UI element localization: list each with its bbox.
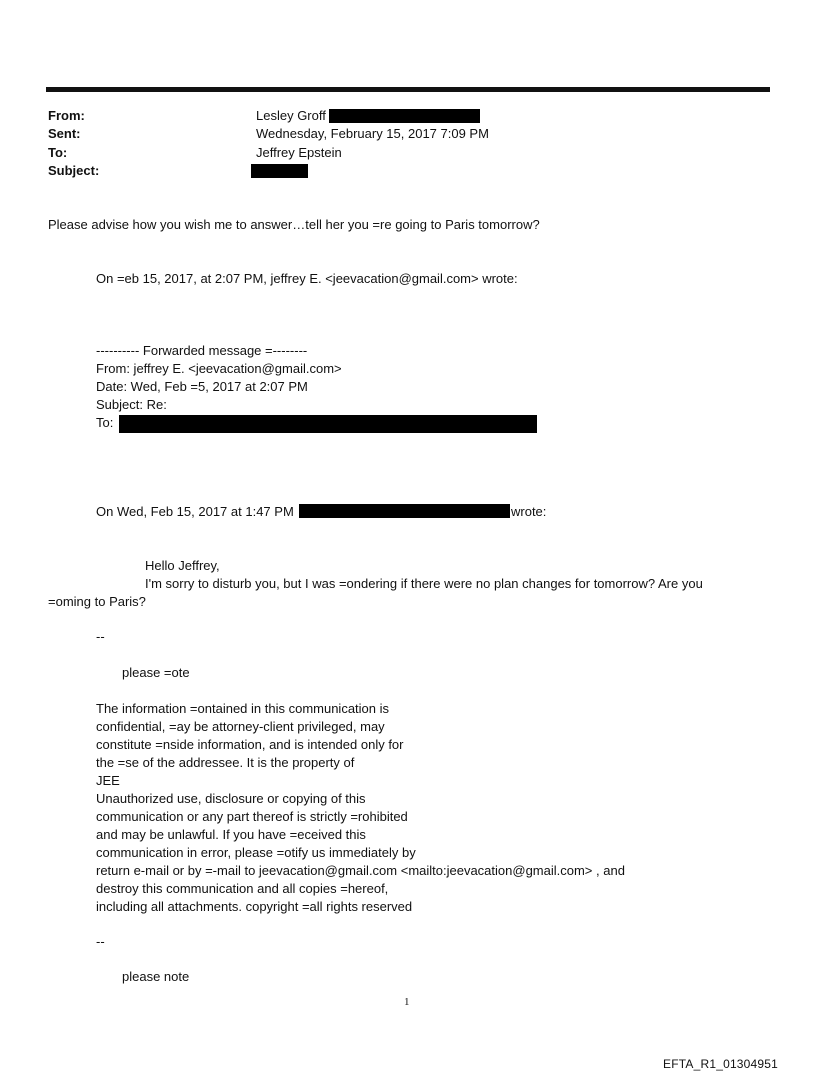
redaction-forwarded-to [119,415,537,433]
disclaimer-line: JEE [96,773,120,788]
quote2-attribution-prefix: On Wed, Feb 15, 2017 at 1:47 PM [96,504,294,519]
to-value: Jeffrey Epstein [256,145,342,160]
redaction-quote2-sender [299,504,510,518]
quote1-attribution: On =eb 15, 2017, at 2:07 PM, jeffrey E. <jeevacation@gmail.com> wrote: [96,271,518,286]
page-number: 1 [404,996,410,1008]
signature-note-2: please note [122,969,190,984]
subject-label: Subject: [48,163,100,178]
reply-text: Please advise how you wish me to answer…tell her you =re going to Paris tomorrow? [48,217,540,232]
sent-label: Sent: [48,126,81,141]
signature-note-1: please =ote [122,665,190,680]
forwarded-header: ---------- Forwarded message =-------- [96,343,308,358]
sent-value: Wednesday, February 15, 2017 7:09 PM [256,126,489,141]
disclaimer-line: Unauthorized use, disclosure or copying of this [96,791,366,806]
header-rule [46,87,770,92]
disclaimer-line: destroy this communication and all copies =hereof, [96,881,389,896]
document-id: EFTA_R1_01304951 [663,1057,779,1071]
disclaimer-line: return e-mail or by =-mail to jeevacation@gmail.com <mailto:jeevacation@gmail.com> , and [96,863,625,878]
forwarded-to: To: [96,415,114,430]
disclaimer-line: including all attachments. copyright =all rights reserved [96,899,413,914]
disclaimer-line: confidential, =ay be attorney-client privileged, may [96,719,385,734]
redaction-from-email [329,109,480,123]
signature-separator-2: -- [96,934,105,949]
to-label: To: [48,145,68,160]
disclaimer-line: communication in error, please =otify us immediately by [96,845,416,860]
message-line-1: I'm sorry to disturb you, but I was =ondering if there were no plan changes for tomorrow? Are you [145,576,703,591]
message-line-2: =oming to Paris? [48,594,146,609]
disclaimer-line: and may be unlawful. If you have =eceived this [96,827,366,842]
redaction-subject [251,164,308,178]
forwarded-subject: Subject: Re: [96,397,167,412]
from-value: Lesley Groff [256,108,326,123]
forwarded-date: Date: Wed, Feb =5, 2017 at 2:07 PM [96,379,308,394]
greeting: Hello Jeffrey, [145,558,220,573]
disclaimer-line: communication or any part thereof is strictly =rohibited [96,809,408,824]
disclaimer-line: The information =ontained in this communication is [96,701,390,716]
disclaimer-line: constitute =nside information, and is intended only for [96,737,404,752]
from-label: From: [48,108,85,123]
forwarded-from: From: jeffrey E. <jeevacation@gmail.com> [96,361,342,376]
signature-separator-1: -- [96,629,105,644]
disclaimer-line: the =se of the addressee. It is the property of [96,755,355,770]
quote2-attribution-suffix: wrote: [511,504,547,519]
